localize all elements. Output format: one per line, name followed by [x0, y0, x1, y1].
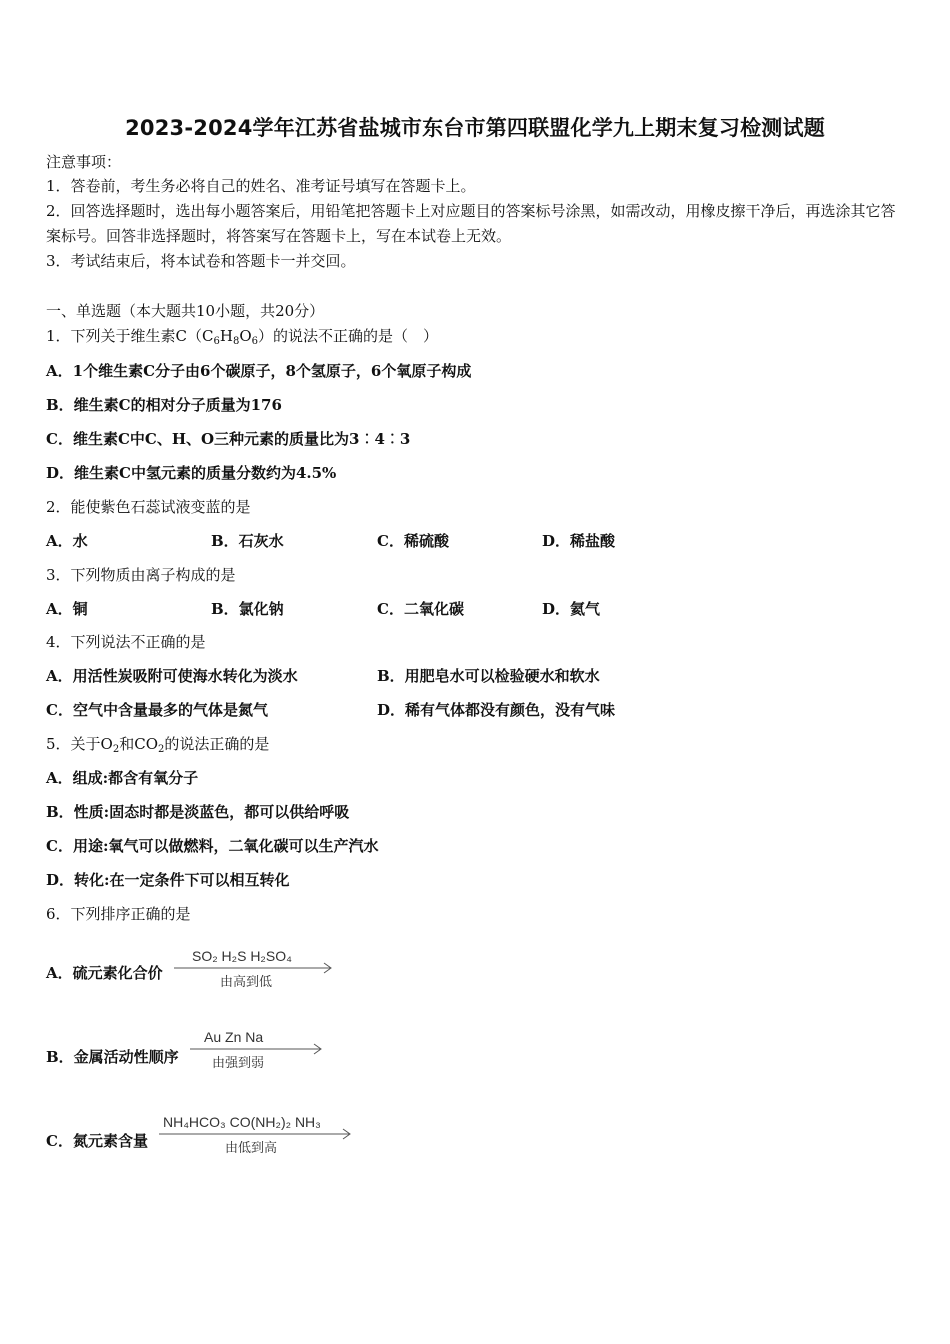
- notes-heading: 注意事项：: [46, 153, 122, 171]
- question-5-option-b[interactable]: B．性质:固态时都是淡蓝色，都可以供给呼吸: [46, 803, 350, 821]
- question-2-option-c[interactable]: C．稀硫酸: [377, 532, 449, 550]
- question-6-stem: 6．下列排序正确的是: [46, 905, 191, 923]
- question-6-option-b[interactable]: B．金属活动性顺序: [46, 1048, 179, 1066]
- question-3-option-c[interactable]: C．二氧化碳: [377, 600, 464, 618]
- question-2-option-a[interactable]: A．水: [46, 532, 88, 550]
- question-6-option-a[interactable]: A．硫元素化合价: [46, 964, 163, 982]
- arrow-top-label: SO₂ H₂S H₂SO₄: [192, 948, 292, 964]
- notes-item: 2．回答选择题时，选出每小题答案后，用铅笔把答题卡上对应题目的答案标号涂黑，如需改动，用橡皮擦干净后，再选涂其它答案标号。回答非选择题时，将答案写在答题卡上，写在本试卷上无效。: [46, 202, 896, 245]
- notes-item: 1．答卷前，考生务必将自己的姓名、准考证号填写在答题卡上。: [46, 177, 476, 195]
- reaction-arrow-a: [174, 946, 336, 990]
- question-4-stem: 4．下列说法不正确的是: [46, 633, 206, 651]
- arrow-bottom-label: 由高到低: [220, 974, 273, 989]
- exam-title: 2023-2024学年江苏省盐城市东台市第四联盟化学九上期末复习检测试题: [125, 116, 825, 140]
- arrow-bottom-label: 由强到弱: [212, 1055, 265, 1070]
- question-4-option-d[interactable]: D．稀有气体都没有颜色，没有气味: [377, 701, 616, 719]
- question-3-option-a[interactable]: A．铜: [46, 600, 88, 618]
- arrow-bottom-label: 由低到高: [225, 1140, 278, 1155]
- question-1-option-b[interactable]: B．维生素C的相对分子质量为176: [46, 396, 282, 414]
- question-6-option-c[interactable]: C．氮元素含量: [46, 1132, 148, 1150]
- question-2-option-d[interactable]: D．稀盐酸: [542, 532, 616, 550]
- question-4-option-b[interactable]: B．用肥皂水可以检验硬水和软水: [377, 667, 600, 685]
- question-4-option-c[interactable]: C．空气中含量最多的气体是氮气: [46, 701, 268, 719]
- question-1-option-a[interactable]: A．1个维生素C分子由6个碳原子，8个氢原子，6个氧原子构成: [46, 362, 472, 380]
- question-1-option-d[interactable]: D．维生素C中氢元素的质量分数约为4.5%: [46, 464, 337, 482]
- arrow-top-label: NH₄HCO₃ CO(NH₂)₂ NH₃: [163, 1114, 321, 1130]
- question-2-stem: 2．能使紫色石蕊试液变蓝的是: [46, 498, 251, 516]
- question-5-option-a[interactable]: A．组成:都含有氧分子: [46, 769, 199, 787]
- arrow-top-label: Au Zn Na: [204, 1029, 264, 1045]
- reaction-arrow-c: [159, 1112, 355, 1156]
- question-5-stem: 5．关于$O_2$和$CO_2$的说法正确的是: [46, 735, 270, 755]
- question-1-stem: 1．下列关于维生素$C(C_6H_8O_6)$的说法不正确的是（ ）: [46, 327, 439, 347]
- question-5-option-c[interactable]: C．用途:氧气可以做燃料，二氧化碳可以生产汽水: [46, 837, 379, 855]
- question-3-option-d[interactable]: D．氦气: [542, 600, 601, 618]
- question-3-stem: 3．下列物质由离子构成的是: [46, 566, 236, 584]
- question-5-option-d[interactable]: D．转化:在一定条件下可以相互转化: [46, 871, 290, 889]
- question-3-option-b[interactable]: B．氯化钠: [211, 600, 284, 618]
- question-4-option-a[interactable]: A．用活性炭吸附可使海水转化为淡水: [46, 667, 298, 685]
- notes-item: 3．考试结束后，将本试卷和答题卡一并交回。: [46, 252, 356, 270]
- question-1-option-c[interactable]: C．维生素C中C、H、O三种元素的质量比为3︰4︰3: [46, 430, 411, 448]
- section-heading: 一、单选题（本大题共10小题，共20分）: [46, 302, 325, 320]
- question-2-option-b[interactable]: B．石灰水: [211, 532, 284, 550]
- reaction-arrow-b: [190, 1027, 326, 1071]
